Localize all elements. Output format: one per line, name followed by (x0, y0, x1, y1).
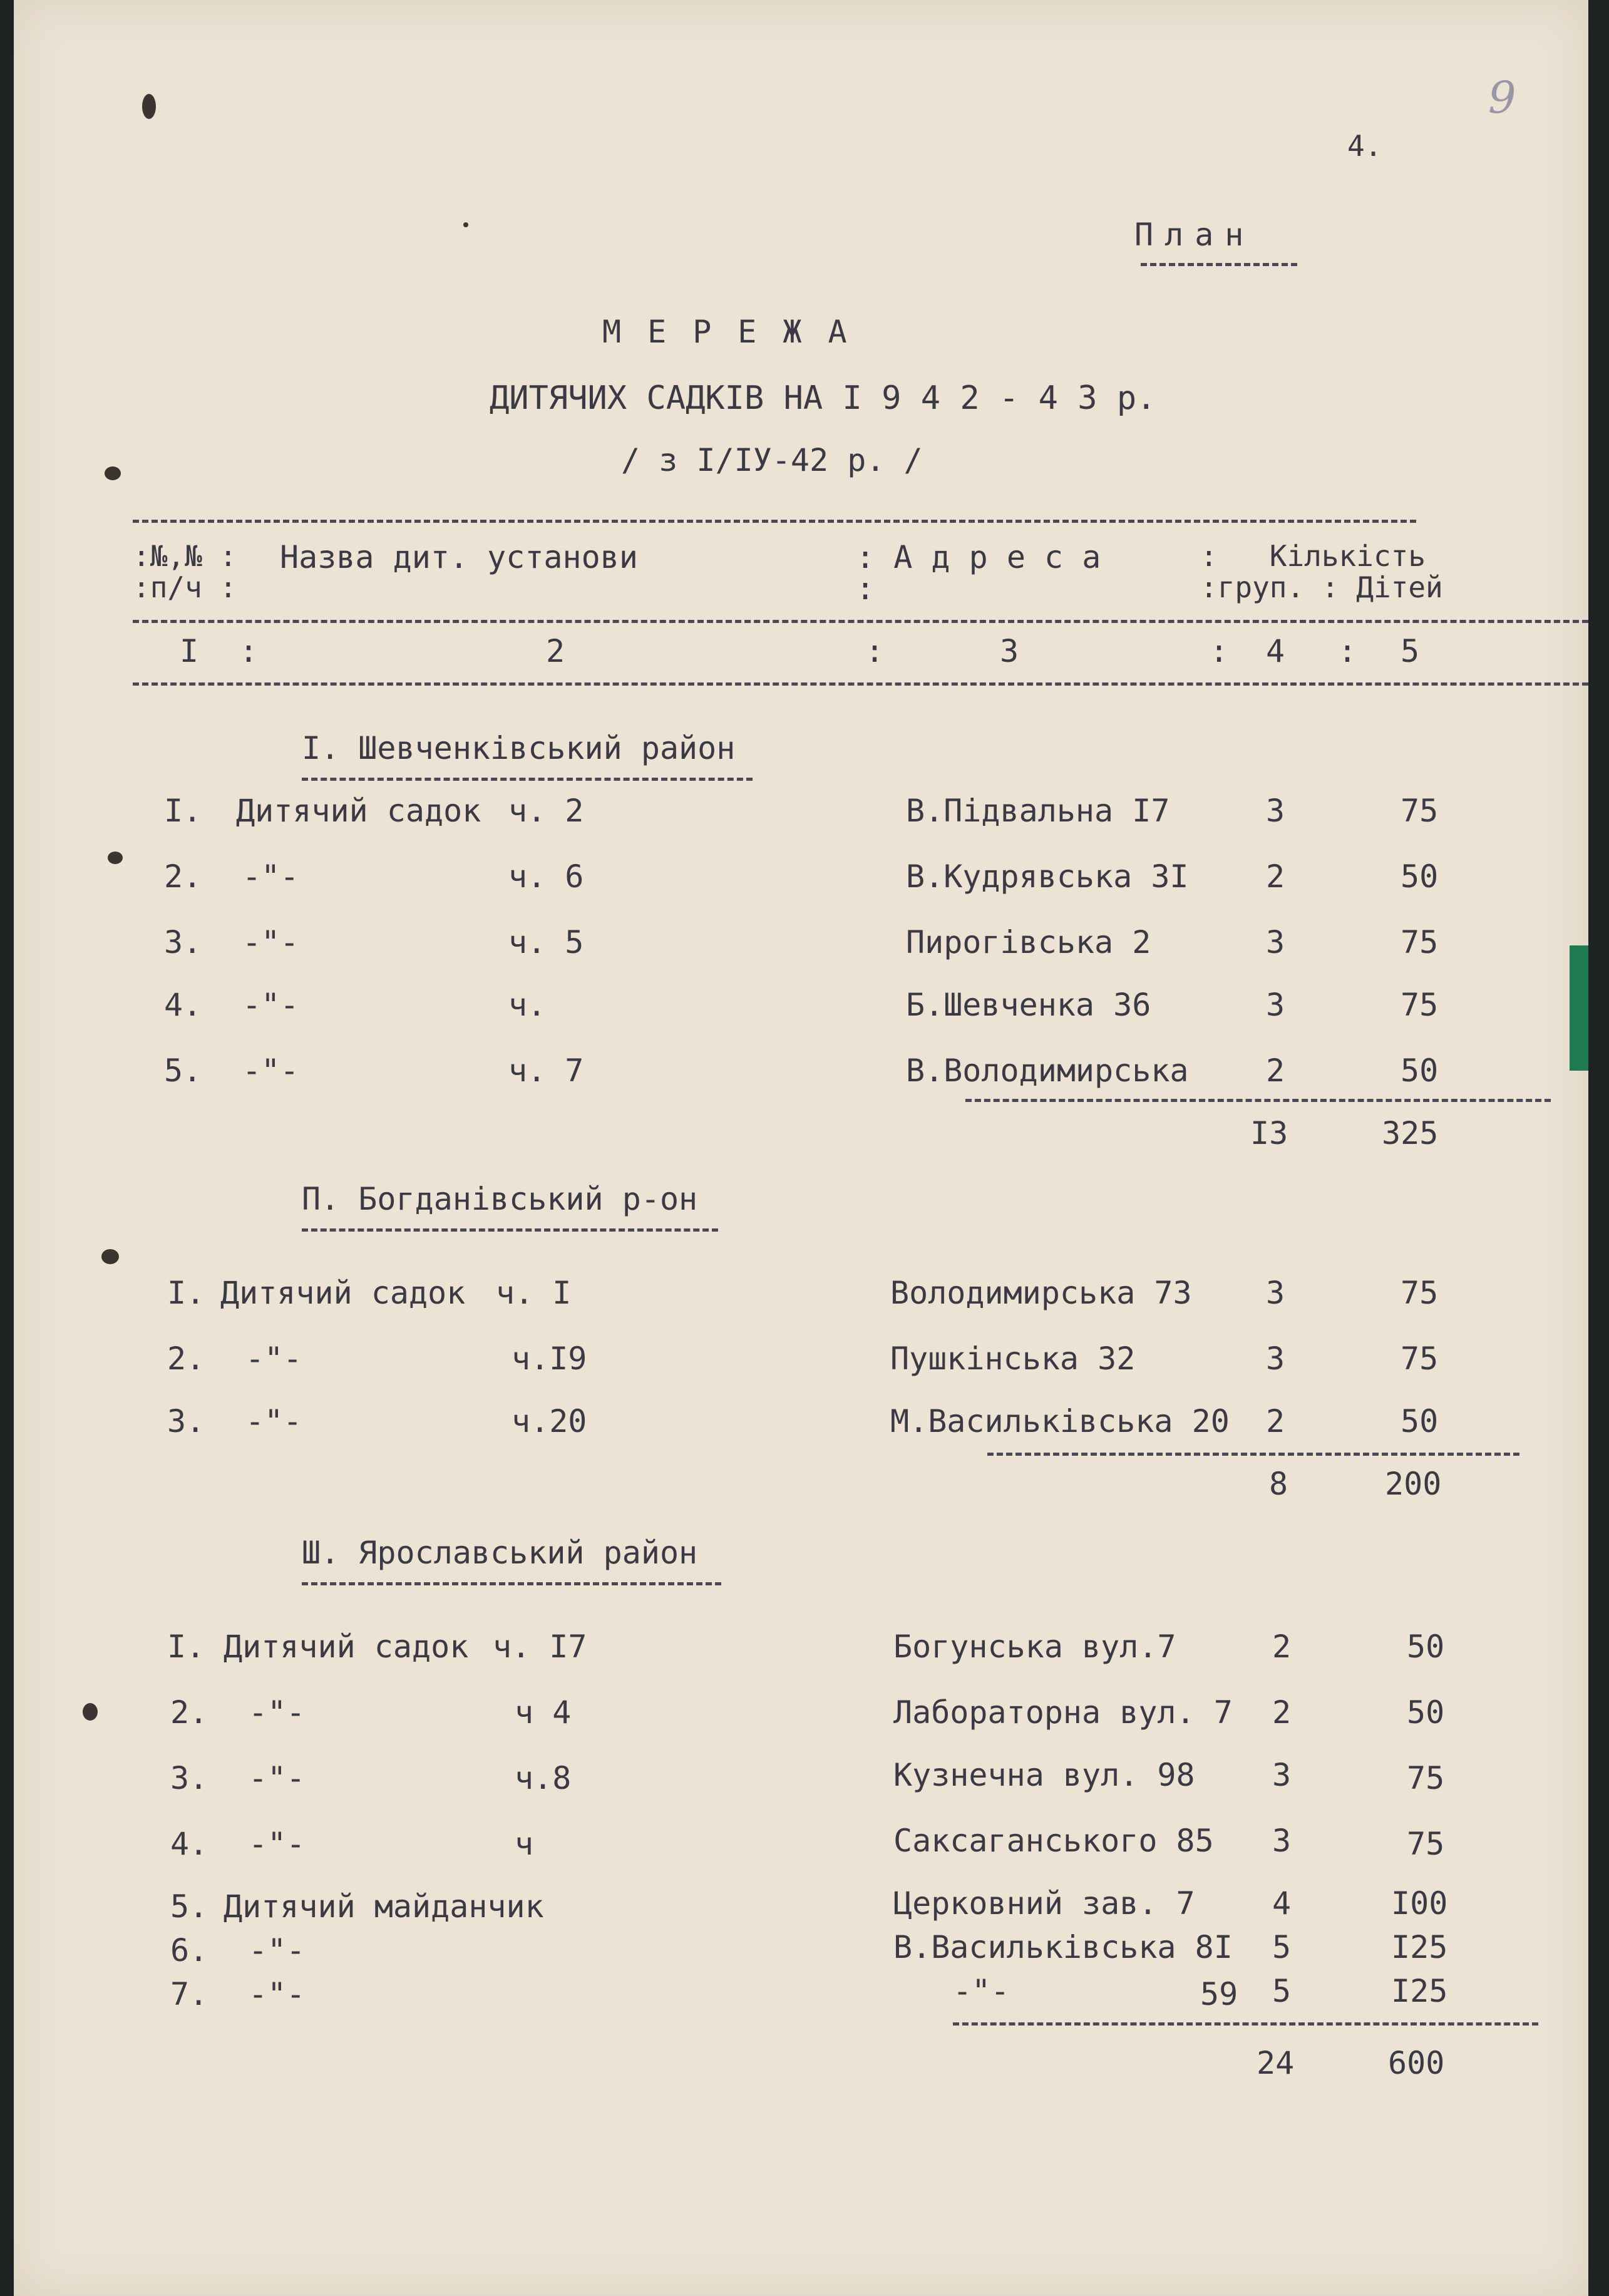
row-children: 75 (1401, 987, 1439, 1023)
row-num: І. (167, 1629, 205, 1665)
stain-mark (105, 466, 121, 480)
subtotal-children: 200 (1385, 1466, 1442, 1502)
row-address: Б.Шевченка 36 (906, 987, 1151, 1023)
col-number-3: 3 (1000, 633, 1019, 669)
row-address: В.Володимирська (906, 1053, 1189, 1089)
stain-mark (83, 1703, 98, 1721)
row-children: І00 (1391, 1885, 1448, 1922)
row-ch: ч (515, 1826, 534, 1862)
row-name: Дитячий майданчик (224, 1888, 544, 1925)
row-children: 75 (1401, 924, 1439, 960)
section-title: І. Шевченківський район (302, 730, 736, 766)
row-groups: 2 (1272, 1694, 1292, 1731)
section-underline (302, 1582, 721, 1585)
row-groups: 5 (1272, 1929, 1292, 1965)
table-top-rule (133, 520, 1416, 523)
row-ch: ч. 6 (508, 858, 584, 895)
row-address: Кузнечна вул. 98 (893, 1757, 1195, 1793)
subtotal-groups: І3 (1250, 1115, 1288, 1151)
row-ch: ч. І7 (493, 1629, 587, 1665)
section-underline (302, 1228, 718, 1232)
row-num: 2. (170, 1694, 208, 1731)
row-ch: ч. 7 (508, 1053, 584, 1089)
subtotal-rule (953, 2022, 1538, 2026)
row-ch: ч. 5 (508, 924, 584, 960)
col-qty-header-2: :груп. : Дітей (1200, 570, 1443, 604)
row-children: І25 (1391, 1929, 1448, 1965)
row-name: Дитячий садок (224, 1629, 469, 1665)
row-num: 3. (170, 1760, 208, 1796)
col-num-header: :№,№ : (133, 539, 237, 573)
subtotal-rule (987, 1453, 1519, 1456)
section-title: Ш. Ярославський район (302, 1535, 698, 1571)
col-sep: : (1338, 633, 1357, 669)
row-address: М.Васильківська 20 (890, 1403, 1230, 1439)
row-name: -"- (242, 858, 299, 895)
row-name: Дитячий садок (220, 1275, 466, 1311)
row-name: -"- (249, 1932, 306, 1969)
row-ch: ч. (508, 987, 547, 1023)
document-title: МЕРЕЖА (602, 314, 873, 350)
row-num: 7. (170, 1976, 208, 2012)
row-groups: 2 (1266, 1053, 1285, 1089)
row-name: Дитячий садок (236, 793, 481, 829)
row-address: Саксаганського 85 (893, 1823, 1214, 1859)
row-name: -"- (245, 1403, 302, 1439)
row-name: -"- (245, 1341, 302, 1377)
section-title: П. Богданівський р-он (302, 1181, 698, 1217)
row-num: 6. (170, 1932, 208, 1969)
binder-tab (1570, 945, 1588, 1071)
row-num: 3. (167, 1403, 205, 1439)
row-groups: 5 (1272, 1973, 1292, 2009)
row-num: І. (164, 793, 202, 829)
date-line: / з І/ІУ-42 р. / (621, 442, 923, 478)
col-address-header: : А д р е с а (856, 539, 1101, 575)
row-address: -"- (953, 1973, 1010, 2009)
col-number-4: 4 (1266, 633, 1285, 669)
plan-underline (1141, 263, 1297, 266)
row-groups: 3 (1266, 1341, 1285, 1377)
col-qty-header: : Кількість (1200, 539, 1426, 573)
row-groups: 3 (1266, 1275, 1285, 1311)
row-name: -"- (242, 924, 299, 960)
subtotal-groups: 8 (1269, 1466, 1288, 1502)
row-num: 3. (164, 924, 202, 960)
row-groups: 3 (1266, 793, 1285, 829)
subtotal-children: 325 (1382, 1115, 1439, 1151)
page-number: 4. (1347, 129, 1382, 163)
row-groups: 2 (1266, 858, 1285, 895)
subtotal-rule (965, 1099, 1551, 1102)
row-address: Пирогівська 2 (906, 924, 1151, 960)
row-children: 75 (1407, 1760, 1445, 1796)
row-children: 50 (1401, 1403, 1439, 1439)
stain-mark (463, 222, 468, 227)
row-address: Богунська вул.7 (893, 1629, 1176, 1665)
row-name: -"- (242, 987, 299, 1023)
paper-sheet (14, 0, 1588, 2296)
stain-mark (101, 1249, 119, 1264)
row-children: 75 (1407, 1826, 1445, 1862)
col-sep: : (239, 633, 259, 669)
row-groups: 2 (1272, 1629, 1292, 1665)
row-groups: 2 (1266, 1403, 1285, 1439)
row-name: -"- (249, 1760, 306, 1796)
header-bottom-rule (133, 682, 1588, 686)
row-address: В.Підвальна І7 (906, 793, 1170, 829)
row-ch: ч.20 (511, 1403, 587, 1439)
row-groups: 3 (1266, 987, 1285, 1023)
col-sep: : (1210, 633, 1229, 669)
row-name: -"- (249, 1976, 306, 2012)
section-underline (302, 778, 753, 781)
row-num: 2. (167, 1341, 205, 1377)
row-children: І25 (1391, 1973, 1448, 2009)
row-children: 75 (1401, 1341, 1439, 1377)
row-address: Лабораторна вул. 7 (893, 1694, 1233, 1731)
subtotal-children: 600 (1388, 2045, 1445, 2081)
row-address: Володимирська 73 (890, 1275, 1192, 1311)
row-num: 5. (170, 1888, 208, 1925)
archive-number: 9 (1488, 72, 1516, 123)
row-groups: 4 (1272, 1885, 1292, 1922)
row-address: Пушкінська 32 (890, 1341, 1136, 1377)
row-address: В.Васильківська 8І (893, 1929, 1233, 1965)
col-number-2: 2 (546, 633, 565, 669)
row-num: 4. (164, 987, 202, 1023)
col-number-1: І (180, 633, 199, 669)
row-ch: ч. І (496, 1275, 572, 1311)
row-children: 75 (1401, 1275, 1439, 1311)
row-address: В.Кудрявська 3І (906, 858, 1189, 895)
row-address-num: 59 (1200, 1976, 1238, 2012)
col-number-5: 5 (1401, 633, 1420, 669)
stain-mark (142, 94, 156, 119)
row-children: 75 (1401, 793, 1439, 829)
row-ch: ч.8 (515, 1760, 572, 1796)
row-name: -"- (242, 1053, 299, 1089)
row-num: 4. (170, 1826, 208, 1862)
row-ch: ч. 2 (508, 793, 584, 829)
row-groups: 3 (1266, 924, 1285, 960)
row-children: 50 (1407, 1694, 1445, 1731)
row-children: 50 (1401, 1053, 1439, 1089)
row-children: 50 (1401, 858, 1439, 895)
row-ch: ч 4 (515, 1694, 572, 1731)
subtotal-groups: 24 (1257, 2045, 1295, 2081)
stain-mark (108, 852, 123, 864)
row-ch: ч.І9 (511, 1341, 587, 1377)
row-name: -"- (249, 1826, 306, 1862)
row-children: 50 (1407, 1629, 1445, 1665)
row-num: 2. (164, 858, 202, 895)
row-address: Церковний зав. 7 (893, 1885, 1195, 1922)
document-subtitle: ДИТЯЧИХ САДКІВ НА І 9 4 2 - 4 3 р. (490, 379, 1156, 417)
row-groups: 3 (1272, 1823, 1292, 1859)
row-groups: 3 (1272, 1757, 1292, 1793)
row-num: І. (167, 1275, 205, 1311)
col-name-header: Назва дит. установи (280, 539, 638, 575)
row-num: 5. (164, 1053, 202, 1089)
header-mid-rule (133, 620, 1588, 623)
col-sep: : (865, 633, 885, 669)
plan-label: План (1134, 217, 1255, 253)
col-address-header-2: : (856, 570, 875, 607)
row-name: -"- (249, 1694, 306, 1731)
col-num-header-2: :п/ч : (133, 570, 237, 604)
